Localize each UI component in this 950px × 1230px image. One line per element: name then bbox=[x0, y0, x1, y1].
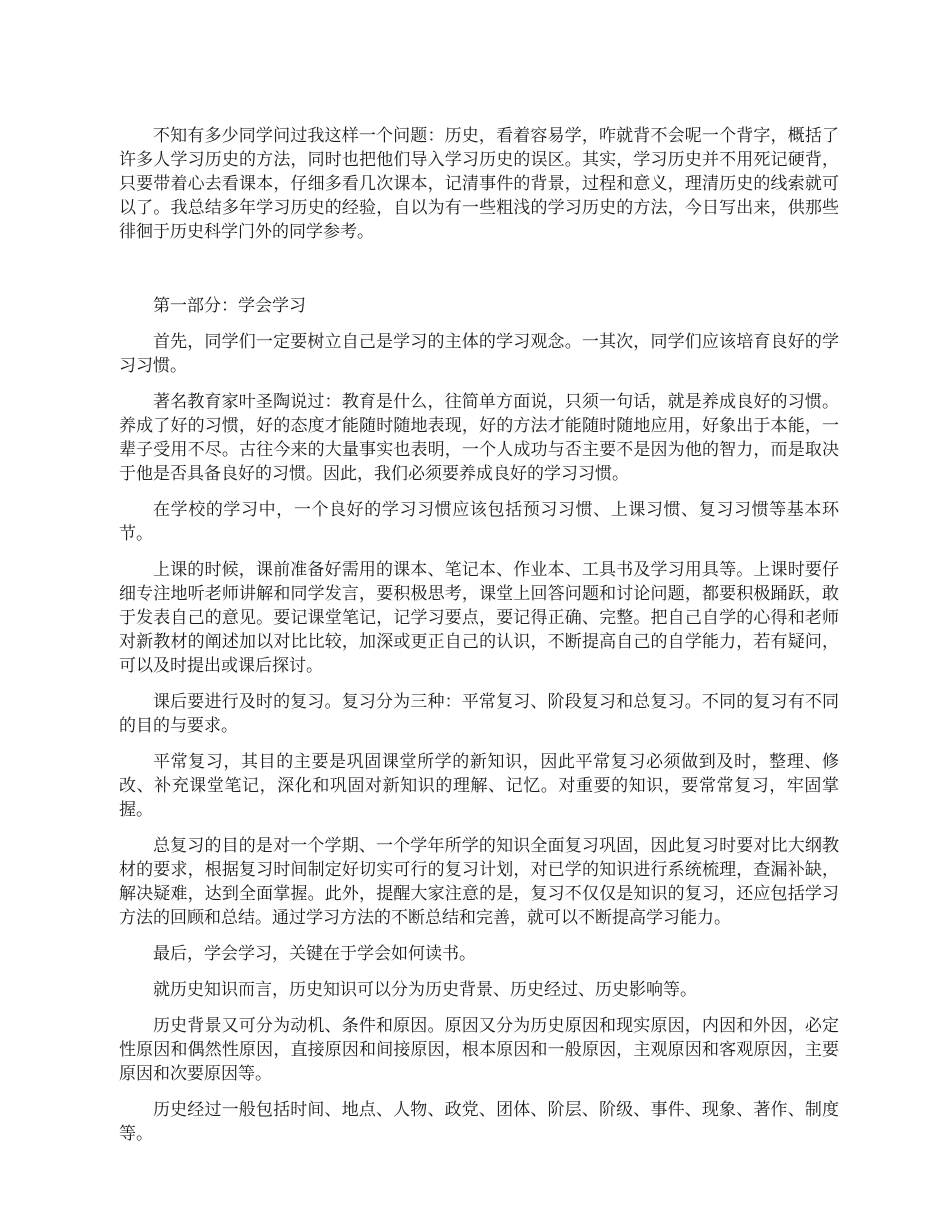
document-page bbox=[119, 124, 839, 1158]
body-paragraph: 就历史知识而言，历史知识可以分为历史背景、历史经过、历史影响等。 bbox=[153, 980, 697, 1000]
body-paragraph: 在学校的学习中，一个良好的学习习惯应该包括预习习惯、上课习惯、复习习惯等基本环节。 bbox=[119, 500, 839, 544]
body-paragraph: 上课的时候，课前准备好需用的课本、笔记本、作业本、工具书及学习用具等。上课时要仔细专注地听老师讲解和同学发言，要积极思考，课堂上回答问题和讨论问题，都要积极踊跃，敢于发表自己的意见。要记课堂笔记，记学习要点，要记得正确、完整。把自己自学的心得和老师对新教材的阐述加以对比比较，加深或更正自己的认识，不断提高自己的自学能力，若有疑问，可以及时提出或课后探讨。 bbox=[119, 560, 839, 676]
section-heading: 第一部分：学会学习 bbox=[153, 296, 306, 316]
body-paragraph: 著名教育家叶圣陶说过：教育是什么，往简单方面说，只须一句话，就是养成良好的习惯。养成了好的习惯，好的态度才能随时随地表现，好的方法才能随时随地应用，好象出于本能，一辈子受用不尽。古往今来的大量事实也表明，一个人成功与否主要不是因为他的智力，而是取决于他是否具备良好的习惯。因此，我们必须要养成良好的学习习惯。 bbox=[119, 392, 839, 484]
body-paragraph: 首先，同学们一定要树立自己是学习的主体的学习观念。一其次，同学们应该培育良好的学习习惯。 bbox=[119, 332, 839, 376]
body-paragraph: 课后要进行及时的复习。复习分为三种：平常复习、阶段复习和总复习。不同的复习有不同的目的与要求。 bbox=[119, 692, 839, 736]
body-paragraph: 历史经过一般包括时间、地点、人物、政党、团体、阶层、阶级、事件、现象、著作、制度等。 bbox=[119, 1100, 839, 1144]
body-paragraph: 最后，学会学习，关键在于学会如何读书。 bbox=[153, 944, 476, 964]
intro-paragraph: 不知有多少同学问过我这样一个问题：历史，看着容易学，咋就背不会呢一个背字，概括了许多人学习历史的方法，同时也把他们导入学习历史的误区。其实，学习历史并不用死记硬背，只要带着心去看课本，仔细多看几次课本，记清事件的背景，过程和意义，理清历史的线索就可以了。我总结多年学习历史的经验，自以为有一些粗浅的学习历史的方法，今日写出来，供那些徘徊于历史科学门外的同学参考。 bbox=[119, 126, 839, 242]
body-paragraph: 总复习的目的是对一个学期、一个学年所学的知识全面复习巩固，因此复习时要对比大纲教材的要求，根据复习时间制定好切实可行的复习计划，对已学的知识进行系统梳理，查漏补缺，解决疑难，达到全面掌握。此外，提醒大家注意的是，复习不仅仅是知识的复习，还应包括学习方法的回顾和总结。通过学习方法的不断总结和完善，就可以不断提高学习能力。 bbox=[119, 836, 839, 928]
body-paragraph: 平常复习，其目的主要是巩固课堂所学的新知识，因此平常复习必须做到及时，整理、修改、补充课堂笔记，深化和巩固对新知识的理解、记忆。对重要的知识，要常常复习，牢固掌握。 bbox=[119, 752, 839, 820]
body-paragraph: 历史背景又可分为动机、条件和原因。原因又分为历史原因和现实原因，内因和外因，必定性原因和偶然性原因，直接原因和间接原因，根本原因和一般原因，主观原因和客观原因，主要原因和次要原因等。 bbox=[119, 1016, 839, 1084]
